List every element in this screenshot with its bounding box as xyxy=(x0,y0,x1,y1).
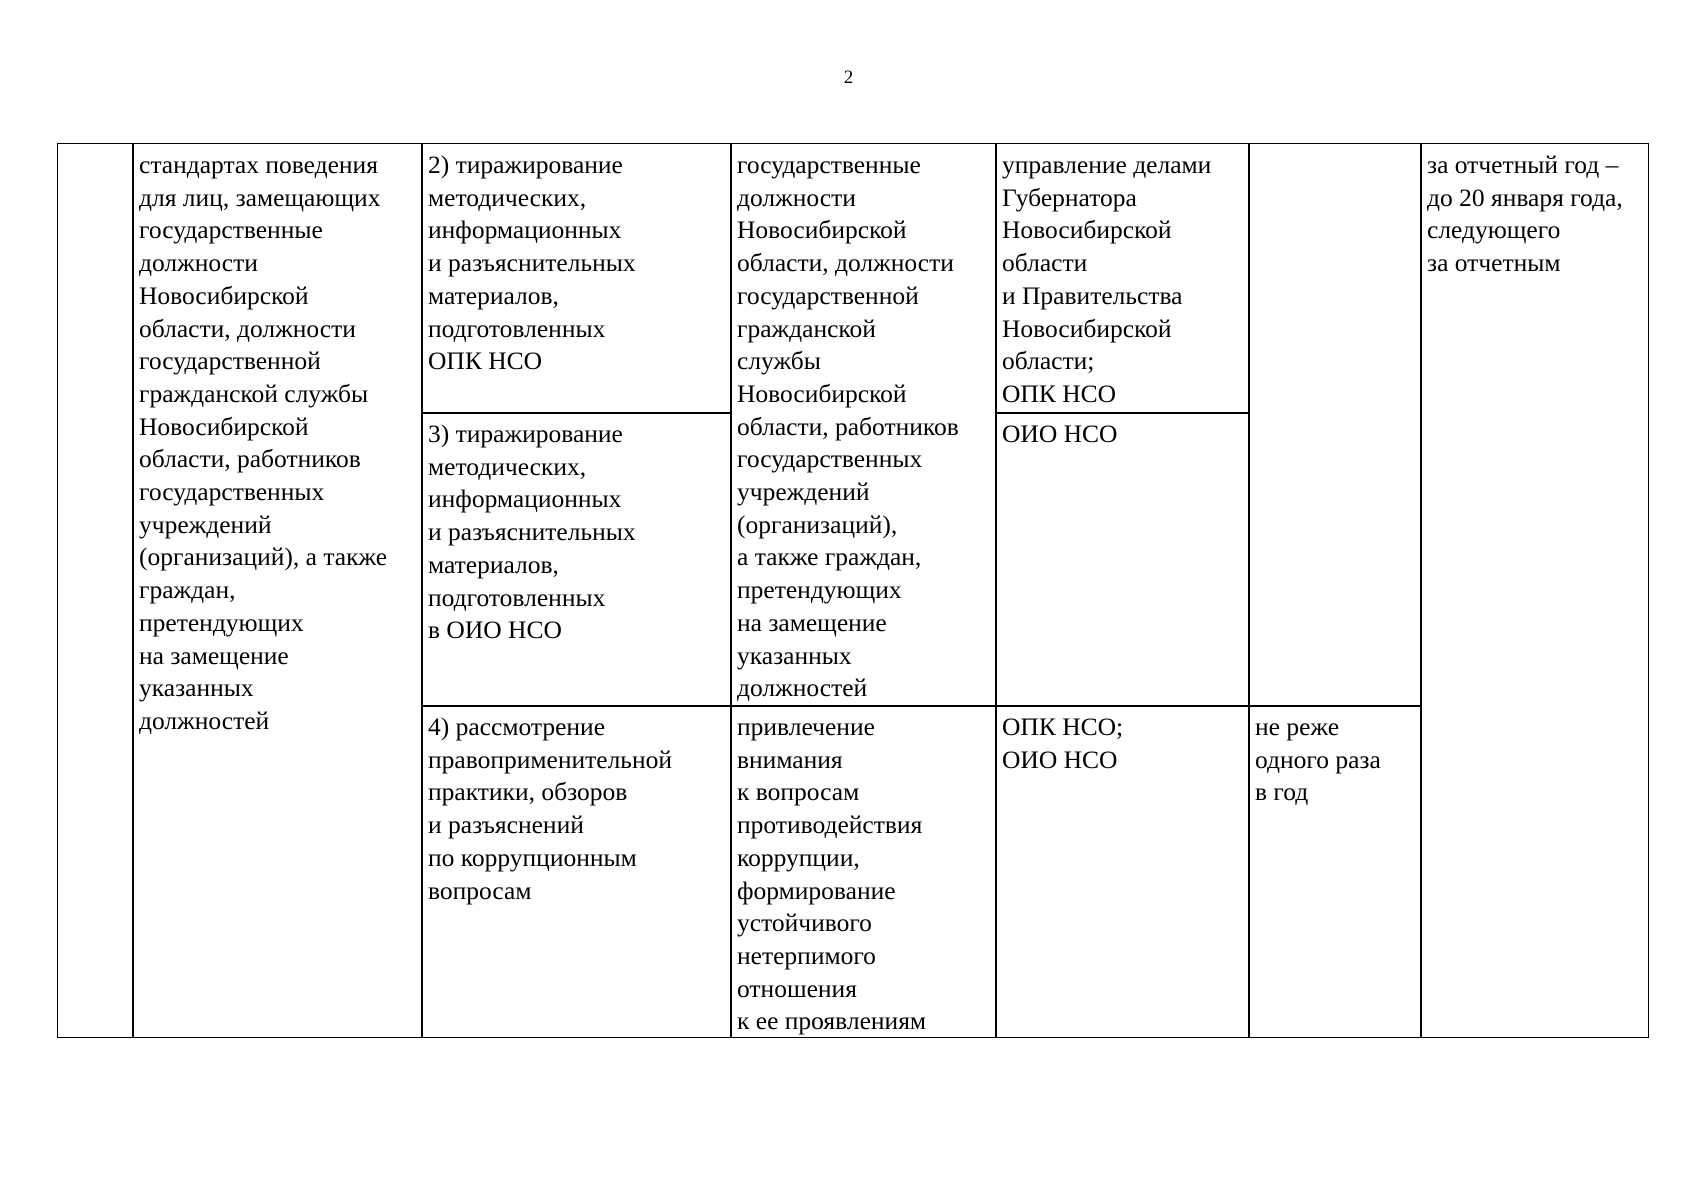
page-number: 2 xyxy=(843,67,854,88)
responsible-cell-4: ОПК НСО; ОИО НСО xyxy=(995,705,1250,1038)
target-cell-rows-1-2: государственные должности Новосибирской области, должности государственной гражданской службы Новосибирской области, работников государственных учреждений (организаций), а также граждан, претендующих на замещение указанных должностей xyxy=(730,143,997,707)
responsible-cell-2: управление делами Губернатора Новосибирской области и Правительства Новосибирской области; ОПК НСО xyxy=(995,143,1250,414)
term-cell-4: не реже одного раза в год xyxy=(1248,705,1422,1038)
measure-cell-4: 4) рассмотрение правоприменительной практики, обзоров и разъяснений по коррупционным вопросам xyxy=(421,705,732,1038)
term-cell-rows-1-2 xyxy=(1248,143,1422,707)
target-cell-4: привлечение внимания к вопросам противодействия коррупции, формирование устойчивого нетерпимого отношения к ее проявлениям xyxy=(730,705,997,1038)
row-number-cell xyxy=(57,143,134,1038)
subject-cell: стандартах поведения для лиц, замещающих государственные должности Новосибирской области, должности государственной гражданской службы Новосибирской области, работников государственных учреждений (организаций), а также граждан, претендующих на замещение указанных должностей xyxy=(132,143,423,1038)
report-deadline-cell: за отчетный год – до 20 января года, следующего за отчетным xyxy=(1420,143,1649,1038)
responsible-cell-3: ОИО НСО xyxy=(995,412,1250,707)
measure-cell-3: 3) тиражирование методических, информационных и разъяснительных материалов, подготовленных в ОИО НСО xyxy=(421,412,732,707)
measure-cell-2: 2) тиражирование методических, информационных и разъяснительных материалов, подготовленных ОПК НСО xyxy=(421,143,732,414)
